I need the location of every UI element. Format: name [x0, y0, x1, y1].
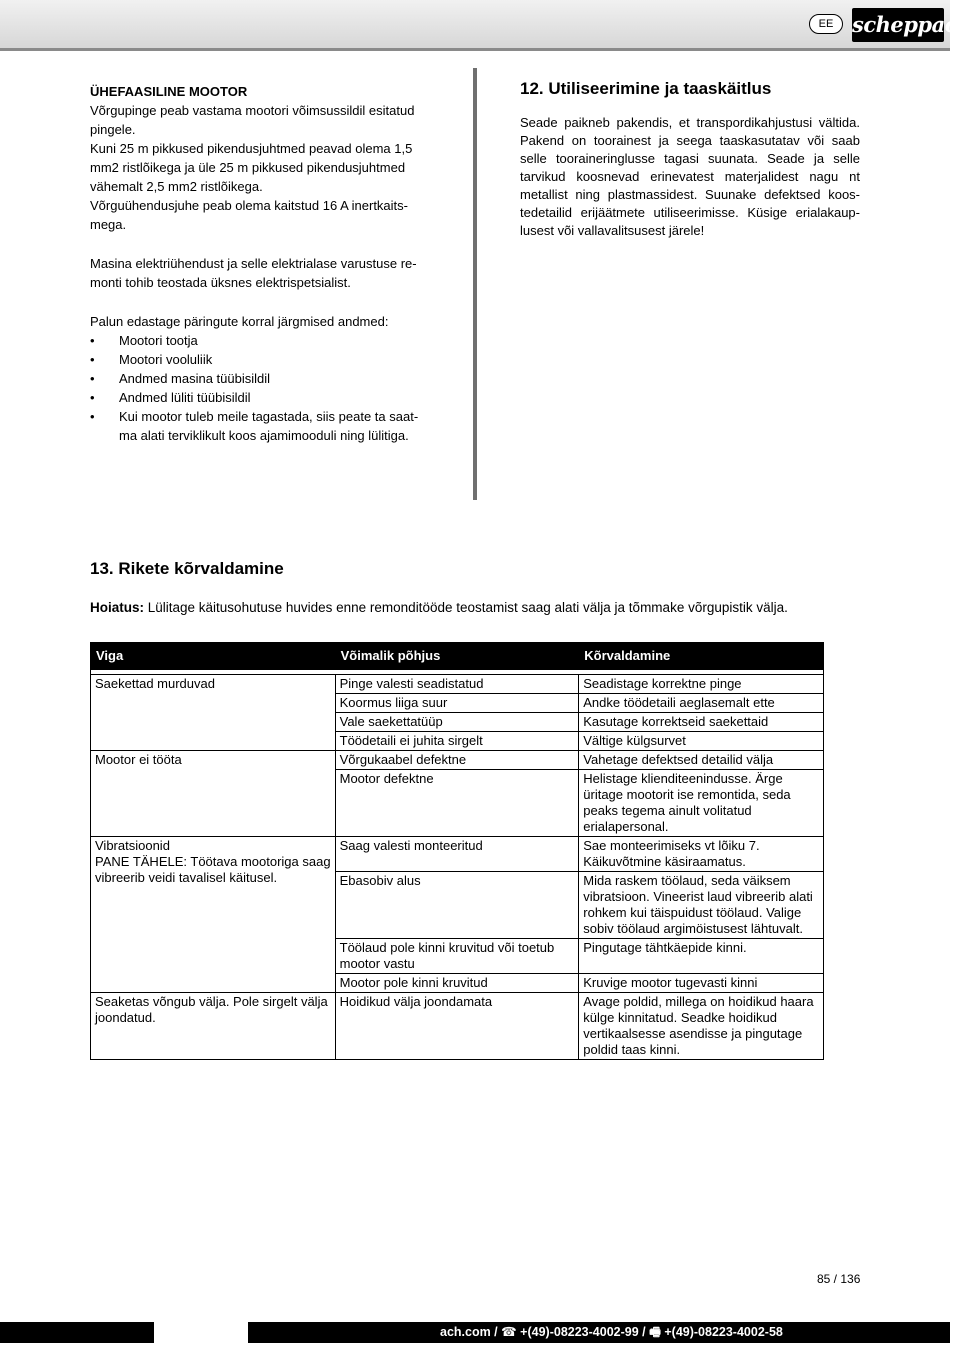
table-row: [91, 837, 824, 872]
column-divider: [473, 68, 477, 500]
electrician-note: Masina elektriühendust ja selle elektrialase varustuse re-monti tohib teostada üksnes elektrispetsialist.: [90, 256, 417, 290]
remedy-cell: Mida raskem töölaud, seda väiksem vibratsioon. Vineerist laud vibreerib alati rohkem kui täispuidust töölaud. Valige sobiv töölaud argimöistusest lähtuvalt.: [579, 872, 824, 939]
column-header: Kõrvaldamine: [579, 643, 824, 670]
remedy-cell: Avage poldid, millega on hoidikud haara külge kinnitatud. Seadke hoidikud vertikaalsesse asendisse ja pingutage poldid taas kinni.: [579, 993, 824, 1060]
footer-blank-block: [154, 1322, 248, 1343]
section-13-heading-wrap: [90, 558, 850, 580]
fault-cell: Mootor ei tööta: [91, 751, 336, 837]
cause-cell: Pinge valesti seadistatud: [335, 675, 579, 694]
remedy-cell: Sae monteerimiseks vt lõiku 7. Käikuvõtmine käsiraamatus.: [579, 837, 824, 872]
cause-cell: Võrgukaabel defektne: [335, 751, 579, 770]
cause-cell: Hoidikud välja joondamata: [335, 993, 579, 1060]
list-item: • Kui mootor tuleb meile tagastada, siis peate ta saat-ma alati terviklikult koos ajamimooduli ning lülitiga.: [90, 407, 435, 445]
language-badge: EE: [809, 14, 843, 34]
remedy-cell: Pingutage tähtkäepide kinni.: [579, 939, 824, 974]
cause-cell: Saag valesti monteeritud: [335, 837, 579, 872]
list-item: • Andmed lüliti tüübisildil: [90, 388, 435, 407]
list-item: • Andmed masina tüübisildil: [90, 369, 435, 388]
fault-cell: Seaketas võngub välja. Pole sirgelt välja joondatud.: [91, 993, 336, 1060]
remedy-cell: Andke töödetaili aeglasemalt ette: [579, 694, 824, 713]
brand-logo: scheppach: [852, 8, 944, 42]
fault-cell: Vibratsioonid PANE TÄHELE: Töötava mootoriga saag vibreerib veidi tavalisel käitusel.: [91, 837, 336, 993]
table-row: [91, 675, 824, 694]
table-header-row: [91, 643, 824, 670]
fault-cell: Saekettad murduvad: [91, 675, 336, 751]
column-header: Viga: [91, 643, 336, 670]
inquiry-intro: Palun edastage päringute korral järgmised andmed:: [90, 314, 389, 329]
motor-line: Kuni 25 m pikkused pikendusjuhtmed peavad olema 1,5 mm2 ristlõikega ja üle 25 m pikkused pikendusjuhtmed vähemalt 2,5 mm2 ristlõikega.: [90, 141, 413, 194]
remedy-cell: Seadistage korrektne pinge: [579, 675, 824, 694]
remedy-cell: Kasutage korrektseid saekettaid: [579, 713, 824, 732]
section-12-title: 12. Utiliseerimine ja taaskäitlus: [520, 79, 772, 98]
section-13-title: 13. Rikete kõrvaldamine: [90, 559, 284, 578]
cause-cell: Töölaud pole kinni kruvitud või toetub mootor vastu: [335, 939, 579, 974]
list-item: • Mootori vooluliik: [90, 350, 435, 369]
remedy-cell: Kruvige mootor tugevasti kinni: [579, 974, 824, 993]
troubleshooting-table: [90, 642, 824, 1060]
motor-line: Võrguühendusjuhe peab olema kaitstud 16 A inertkaits-mega.: [90, 198, 408, 232]
cause-cell: Mootor defektne: [335, 770, 579, 837]
page-number: 85 / 136: [817, 1272, 861, 1286]
motor-line: Võrgupinge peab vastama mootori võimsussildil esitatud pingele.: [90, 103, 415, 137]
cause-cell: Ebasobiv alus: [335, 872, 579, 939]
inquiry-list: [90, 331, 435, 445]
cause-cell: Koormus liiga suur: [335, 694, 579, 713]
warning-label: Hoiatus:: [90, 600, 144, 615]
cause-cell: Mootor pole kinni kruvitud: [335, 974, 579, 993]
column-header: Võimalik põhjus: [335, 643, 579, 670]
table-row: [91, 993, 824, 1060]
warning-note: [90, 598, 890, 617]
footer-contact: ach.com / ☎ +(49)-08223-4002-99 / 🖷 +(49)-08223-4002-58: [440, 1325, 783, 1339]
left-column: [90, 82, 435, 445]
table-body: [91, 670, 824, 1060]
cause-cell: Töödetaili ei juhita sirgelt: [335, 732, 579, 751]
remedy-cell: Vahetage defektsed detailid välja: [579, 751, 824, 770]
header-band: [0, 0, 950, 51]
table-row: [91, 751, 824, 770]
warning-text: Lülitage käitusohutuse huvides enne remonditööde teostamist saag alati välja ja tõmmake võrgupistik välja.: [144, 600, 788, 615]
right-column: [520, 78, 860, 240]
cause-cell: Vale saekettatüüp: [335, 713, 579, 732]
remedy-cell: Vältige külgsurvet: [579, 732, 824, 751]
motor-heading: ÜHEFAASILINE MOOTOR: [90, 84, 248, 99]
remedy-cell: Helistage klienditeenindusse. Ärge üritage mootorit ise remontida, seda peaks tegema ainult volitatud erialapersonal.: [579, 770, 824, 837]
section-12-body: Seade paikneb pakendis, et transpordikahjustusi vältida. Pakend on toorainest ja seega taaskasutatav või saab selle tooraineringlusse tagasi suunata. Seade ja selle tarvikud koosnevad erinevatest materjalidest nagu nt metallist ning plastmassidest. Suunake defektsed koos-tedetailid erijäätmete utiliseerimisse. Küsige erialakaup-lusest või vallavalitsusest järele!: [520, 115, 860, 238]
list-item: • Mootori tootja: [90, 331, 435, 350]
